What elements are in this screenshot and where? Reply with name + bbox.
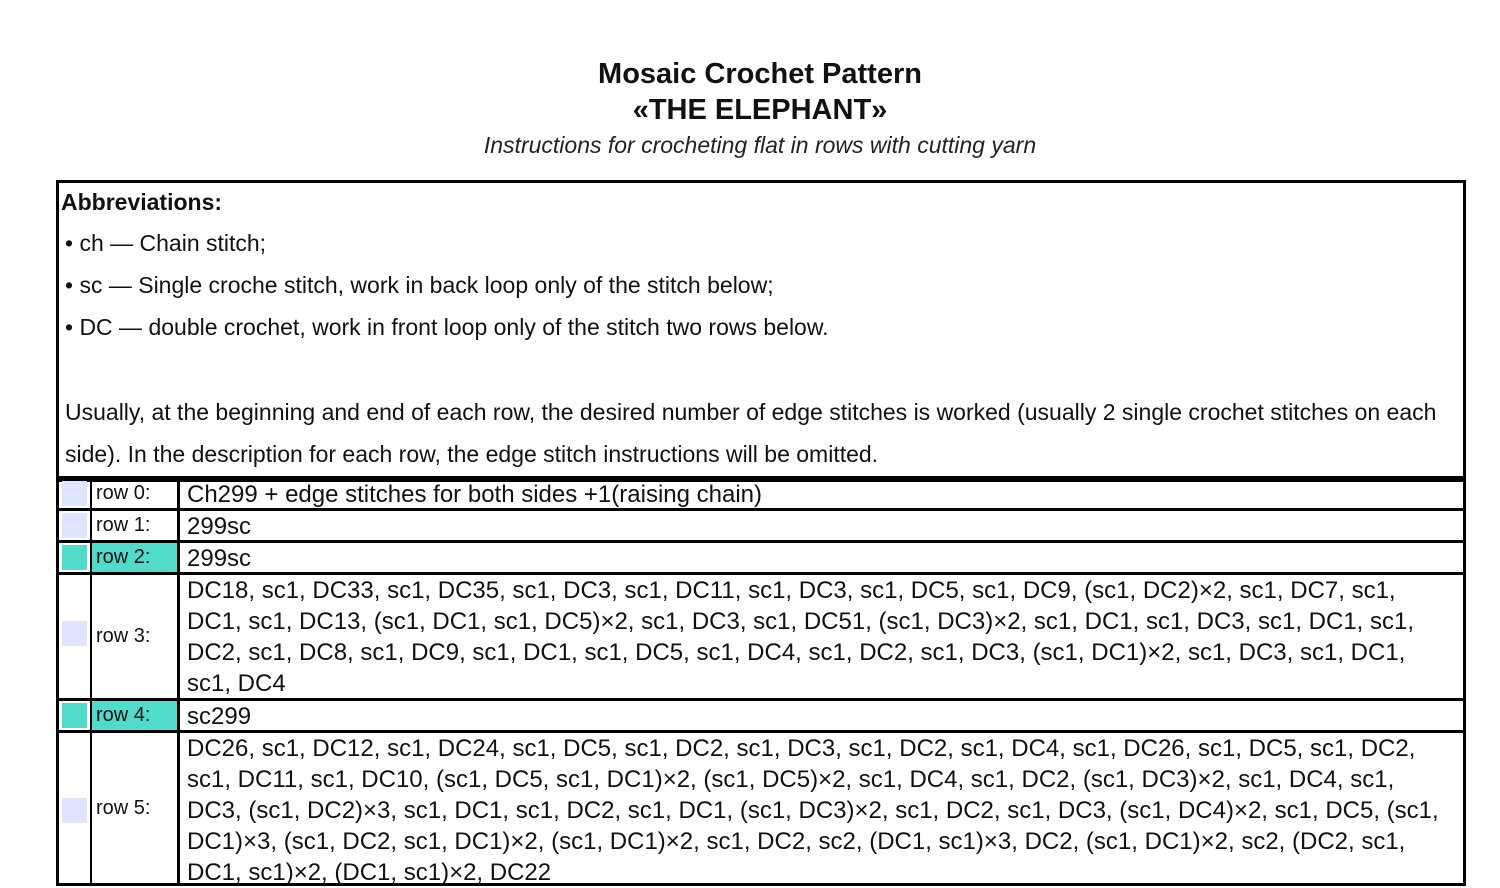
color-swatch — [62, 798, 87, 823]
row-instructions: Ch299 + edge stitches for both sides +1(raising chain) — [187, 481, 763, 508]
table-row — [56, 733, 1466, 886]
abbreviation-dc: • DC — double crochet, work in front loop only of the stitch two rows below. — [65, 314, 829, 340]
abbreviations-heading: Abbreviations: — [61, 189, 223, 215]
color-swatch — [62, 513, 87, 538]
pattern-subtitle: Instructions for crocheting flat in rows with cutting yarn — [483, 132, 1037, 158]
row-label: row 2: — [90, 543, 180, 572]
row-instructions: DC18, sc1, DC33, sc1, DC35, sc1, DC3, sc1, DC11, sc1, DC3, sc1, DC5, sc1, DC9, (sc1, DC2)×2, sc1, DC7, sc1, DC1, sc1, DC13, (sc1, DC1, sc1, DC5)×2, sc1, DC3, sc1, DC51, (sc1, DC3)×2, sc1, DC1, sc1, DC3, sc1, DC1, sc1, DC2, sc1, DC8, sc1, DC9, sc1, DC1, sc1, DC5, sc1, DC4, sc1, DC2, sc1, DC3, (sc1, DC1)×2, sc1, DC3, sc1, DC1, sc1, DC4 — [187, 577, 1415, 697]
table-row — [56, 476, 1466, 511]
color-swatch — [62, 545, 87, 570]
row-label: row 4: — [90, 701, 180, 730]
row-label: row 1: — [90, 511, 180, 540]
color-swatch — [62, 703, 87, 728]
abbreviations-box — [56, 180, 1466, 482]
row-instructions: 299sc — [187, 545, 252, 572]
table-row — [56, 575, 1466, 701]
abbreviation-sc: • sc — Single croche stitch, work in back loop only of the stitch below; — [65, 272, 774, 298]
color-swatch — [62, 621, 87, 646]
document-header — [0, 56, 1500, 162]
table-row — [56, 543, 1466, 575]
pattern-title: Mosaic Crochet Pattern — [598, 58, 922, 90]
row-instructions: DC26, sc1, DC12, sc1, DC24, sc1, DC5, sc1, DC2, sc1, DC3, sc1, DC2, sc1, DC4, sc1, DC26, sc1, DC5, sc1, DC2, sc1, DC11, sc1, DC10, (sc1, DC5, sc1, DC1)×2, (sc1, DC5)×2, sc1, DC4, sc1, DC2, (sc1, DC3)×2, sc1, DC4, sc1, DC3, (sc1, DC2)×3, sc1, DC1, sc1, DC2, sc1, DC1, (sc1, DC3)×2, sc1, DC2, sc1, DC3, (sc1, DC4)×2, sc1, DC5, (sc1, DC1)×3, (sc1, DC2, sc1, DC1)×2, (sc1, DC1)×2, sc1, DC2, sc2, (DC1, sc1)×3, DC2, (sc1, DC1)×2, sc2, (DC2, sc1, DC1, sc1)×2, (DC1, sc1)×2, DC22 — [187, 735, 1439, 886]
row-instructions: 299sc — [187, 513, 252, 540]
color-swatch — [62, 481, 87, 506]
row-instructions-table — [56, 476, 1466, 886]
row-label: row 3: — [90, 575, 180, 698]
edge-stitch-note: Usually, at the beginning and end of each row, the desired number of edge stitches is worked (usually 2 single crochet stitches on each side). In the description for each row, the edge stitch instructions will be omitted. — [65, 399, 1437, 467]
row-instructions: sc299 — [187, 703, 252, 730]
row-label: row 5: — [90, 733, 180, 883]
abbreviation-ch: • ch — Chain stitch; — [65, 230, 267, 256]
row-label: row 0: — [90, 479, 180, 508]
pattern-name: «THE ELEPHANT» — [632, 94, 888, 126]
table-row — [56, 511, 1466, 543]
table-row — [56, 701, 1466, 733]
